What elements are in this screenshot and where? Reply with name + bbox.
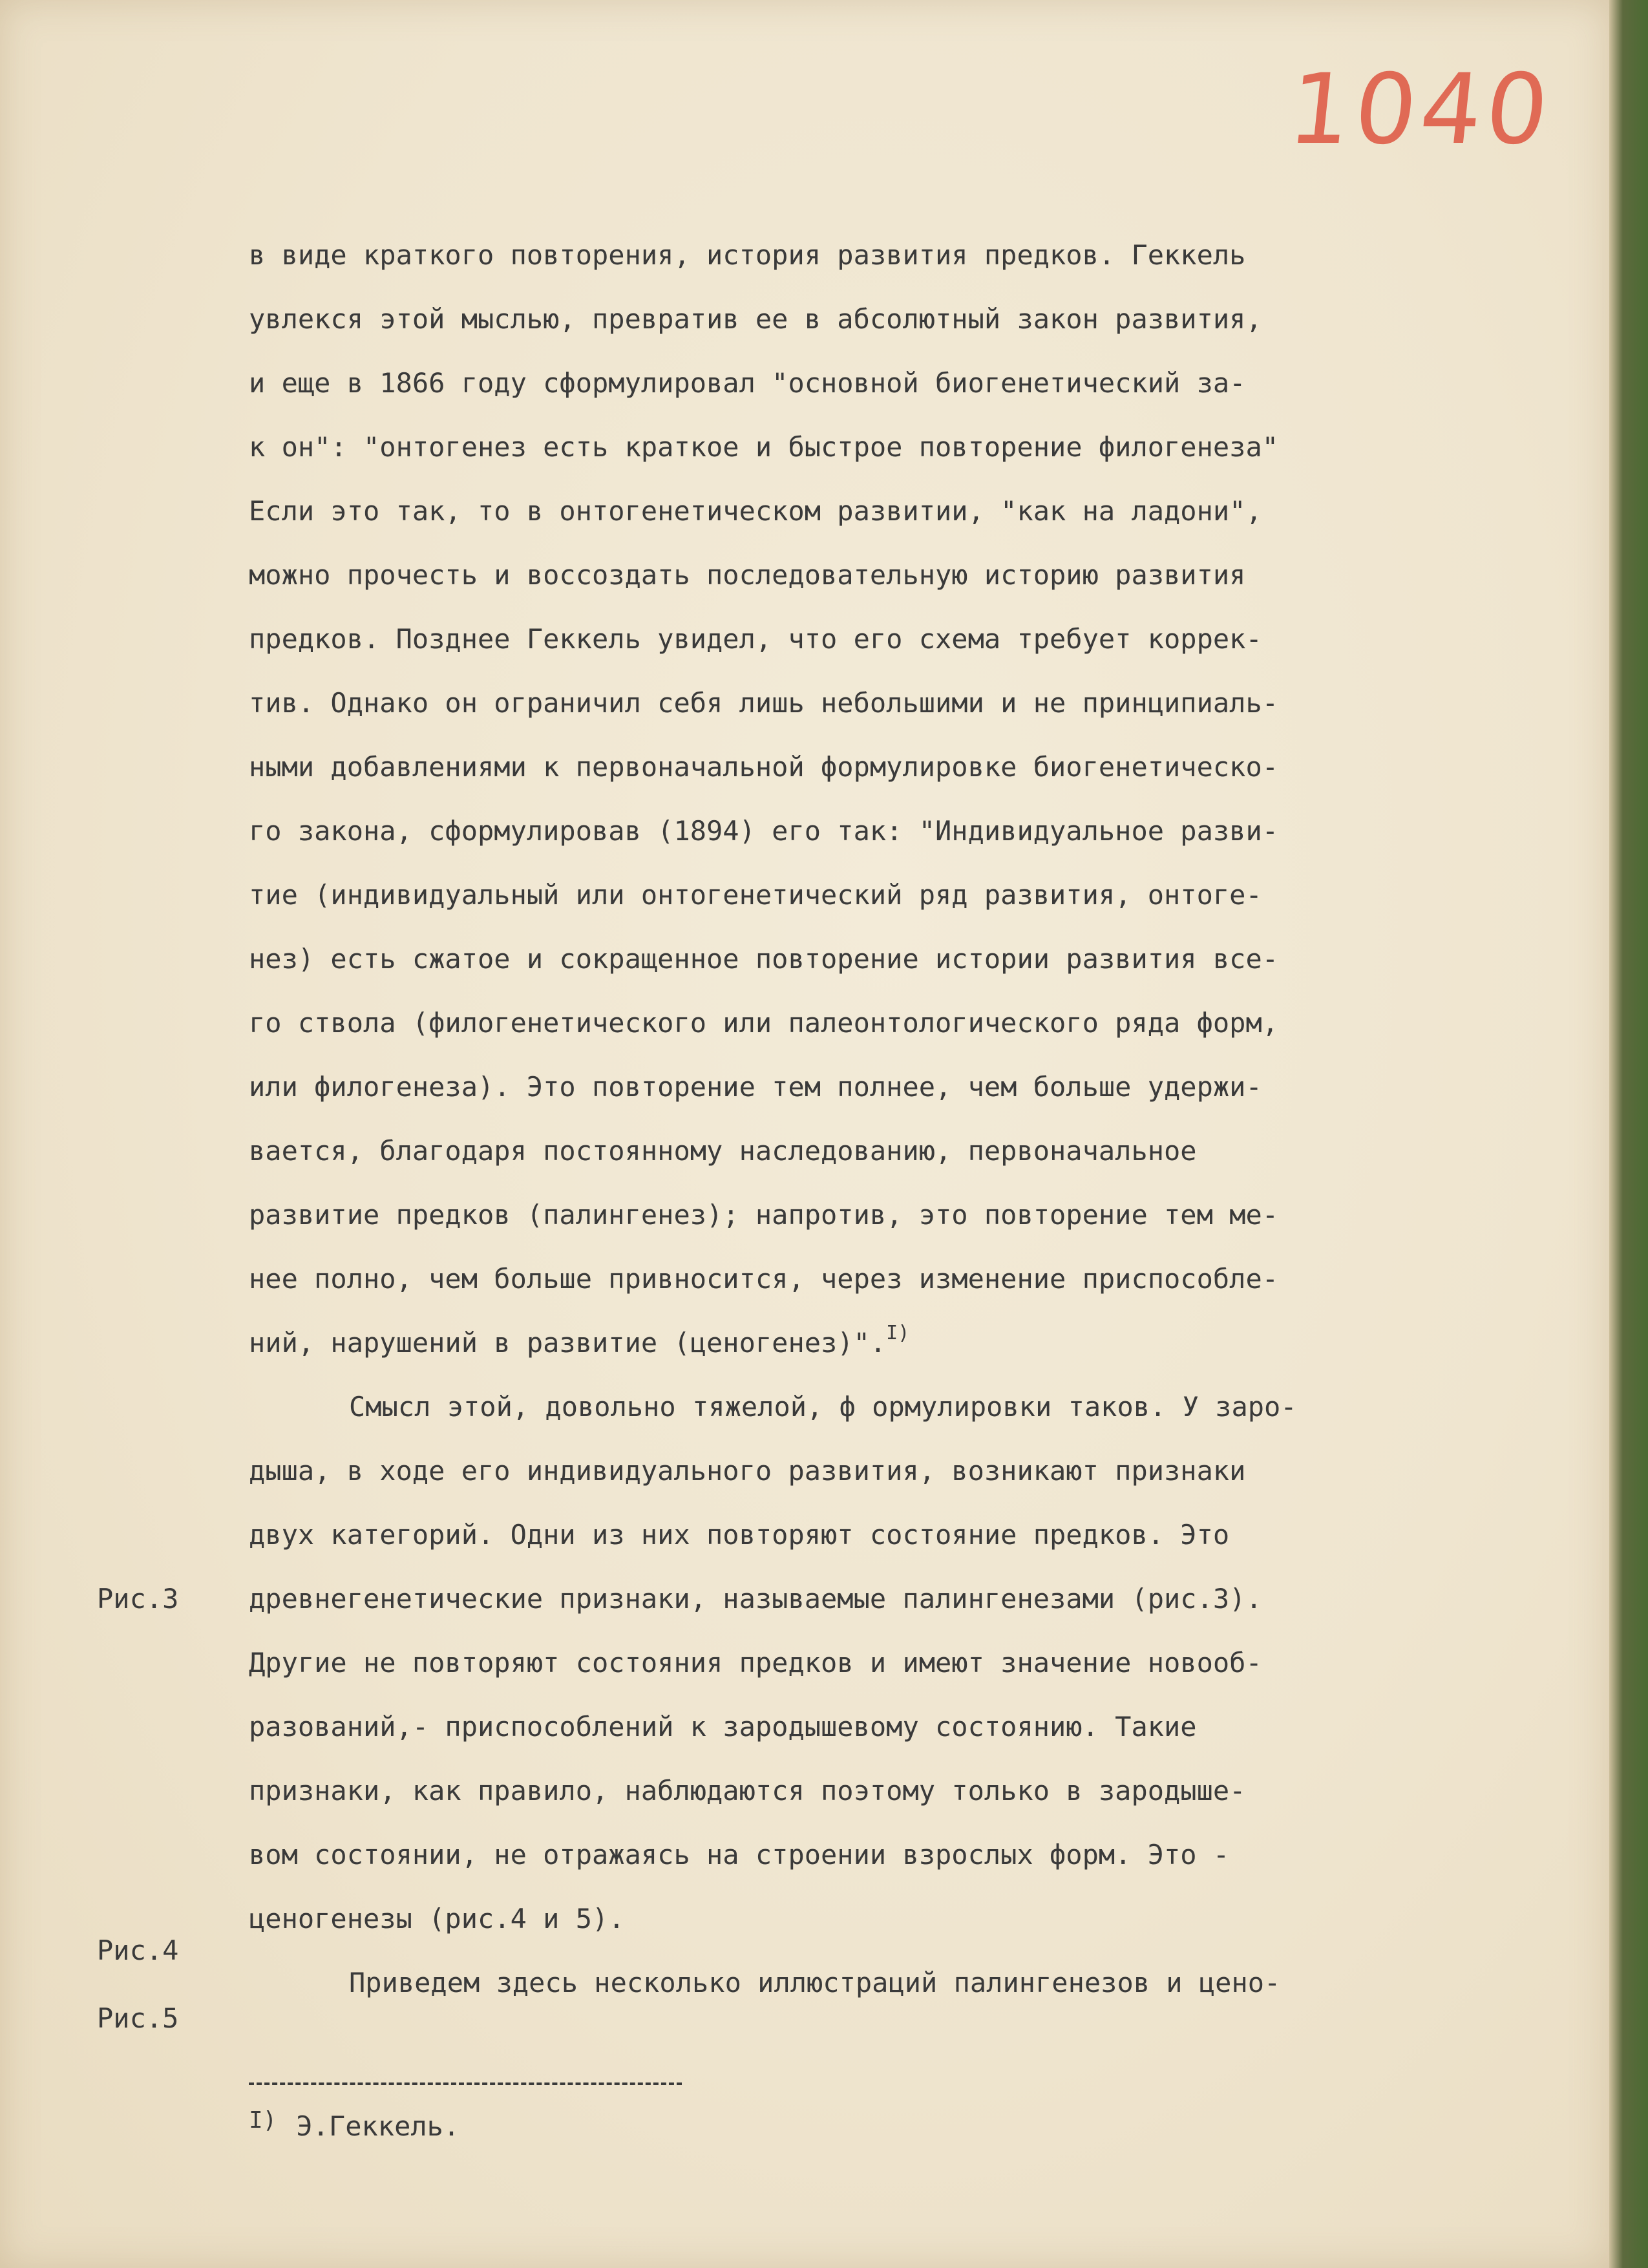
text-line: дыша, в ходе его индивидуального развития, возникают признаки (249, 1455, 1246, 1487)
footnote-reference: I) (886, 1322, 910, 1344)
text-line: древнегенетические признаки, называемые палингенезами (рис.3). (249, 1583, 1262, 1615)
margin-note-fig3: Рис.3 (97, 1583, 179, 1615)
text-line: го закона, сформулировав (1894) его так: "Индивидуальное разви- (249, 815, 1279, 847)
text-line: развитие предков (палингенез); напротив, это повторение тем ме- (249, 1199, 1279, 1231)
text-line: вом состоянии, не отражаясь на строении взрослых форм. Это - (249, 1839, 1230, 1871)
text-line: Приведем здесь несколько иллюстраций палингенезов и цено- (349, 1967, 1281, 1998)
text-line: и еще в 1866 году сформулировал "основной биогенетический за- (249, 367, 1246, 399)
text-line: в виде краткого повторения, история развития предков. Геккель (249, 239, 1246, 271)
text-line: тив. Однако он ограничил себя лишь небольшими и не принципиаль- (249, 687, 1279, 719)
page-number: 1040 (1283, 54, 1558, 166)
footnote (249, 2094, 460, 2160)
text-line: Если это так, то в онтогенетическом развитии, "как на ладони", (249, 495, 1262, 527)
text-line: го ствола (филогенетического или палеонтологического ряда форм, (249, 1007, 1279, 1039)
text-line: к он": "онтогенез есть краткое и быстрое повторение филогенеза" (249, 431, 1279, 463)
text-line: Смысл этой, довольно тяжелой, ф ормулировки таков. У заро- (349, 1391, 1297, 1423)
text-line: Другие не повторяют состояния предков и имеют значение новооб- (249, 1647, 1262, 1679)
text-line: увлекся этой мыслью, превратив ее в абсолютный закон развития, (249, 303, 1262, 335)
text-line: двух категорий. Одни из них повторяют состояние предков. Это (249, 1519, 1230, 1551)
text-line: нее полно, чем больше привносится, через изменение приспособле- (249, 1263, 1279, 1295)
text-line: ными добавлениями к первоначальной формулировке биогенетическо- (249, 751, 1279, 783)
text-line: признаки, как правило, наблюдаются поэтому только в зародыше- (249, 1775, 1246, 1807)
body-text (249, 223, 1619, 2015)
margin-note-fig5: Рис.5 (97, 2002, 179, 2034)
text-line: предков. Позднее Геккель увидел, что его схема требует коррек- (249, 623, 1262, 655)
text-line: или филогенеза). Это повторение тем полнее, чем больше удержи- (249, 1071, 1262, 1103)
text-line: ний, нарушений в развитие (ценогенез)". (249, 1327, 887, 1359)
text-line: разований,- приспособлений к зародышевому состоянию. Такие (249, 1711, 1197, 1743)
text-line: вается, благодаря постоянному наследованию, первоначальное (249, 1135, 1197, 1167)
footnote-text: Э.Геккель. (296, 2110, 460, 2142)
text-line: тие (индивидуальный или онтогенетический ряд развития, онтоге- (249, 879, 1262, 911)
text-line: можно прочесть и воссоздать последовательную историю развития (249, 559, 1246, 591)
text-line-with-footnote (249, 1311, 1619, 1375)
footnote-mark: I) (249, 2107, 277, 2134)
footnote-divider (249, 2083, 682, 2085)
text-line: ценогенезы (рис.4 и 5). (249, 1903, 625, 1934)
margin-note-fig4: Рис.4 (97, 1934, 179, 1966)
text-line: нез) есть сжатое и сокращенное повторение истории развития все- (249, 943, 1279, 975)
